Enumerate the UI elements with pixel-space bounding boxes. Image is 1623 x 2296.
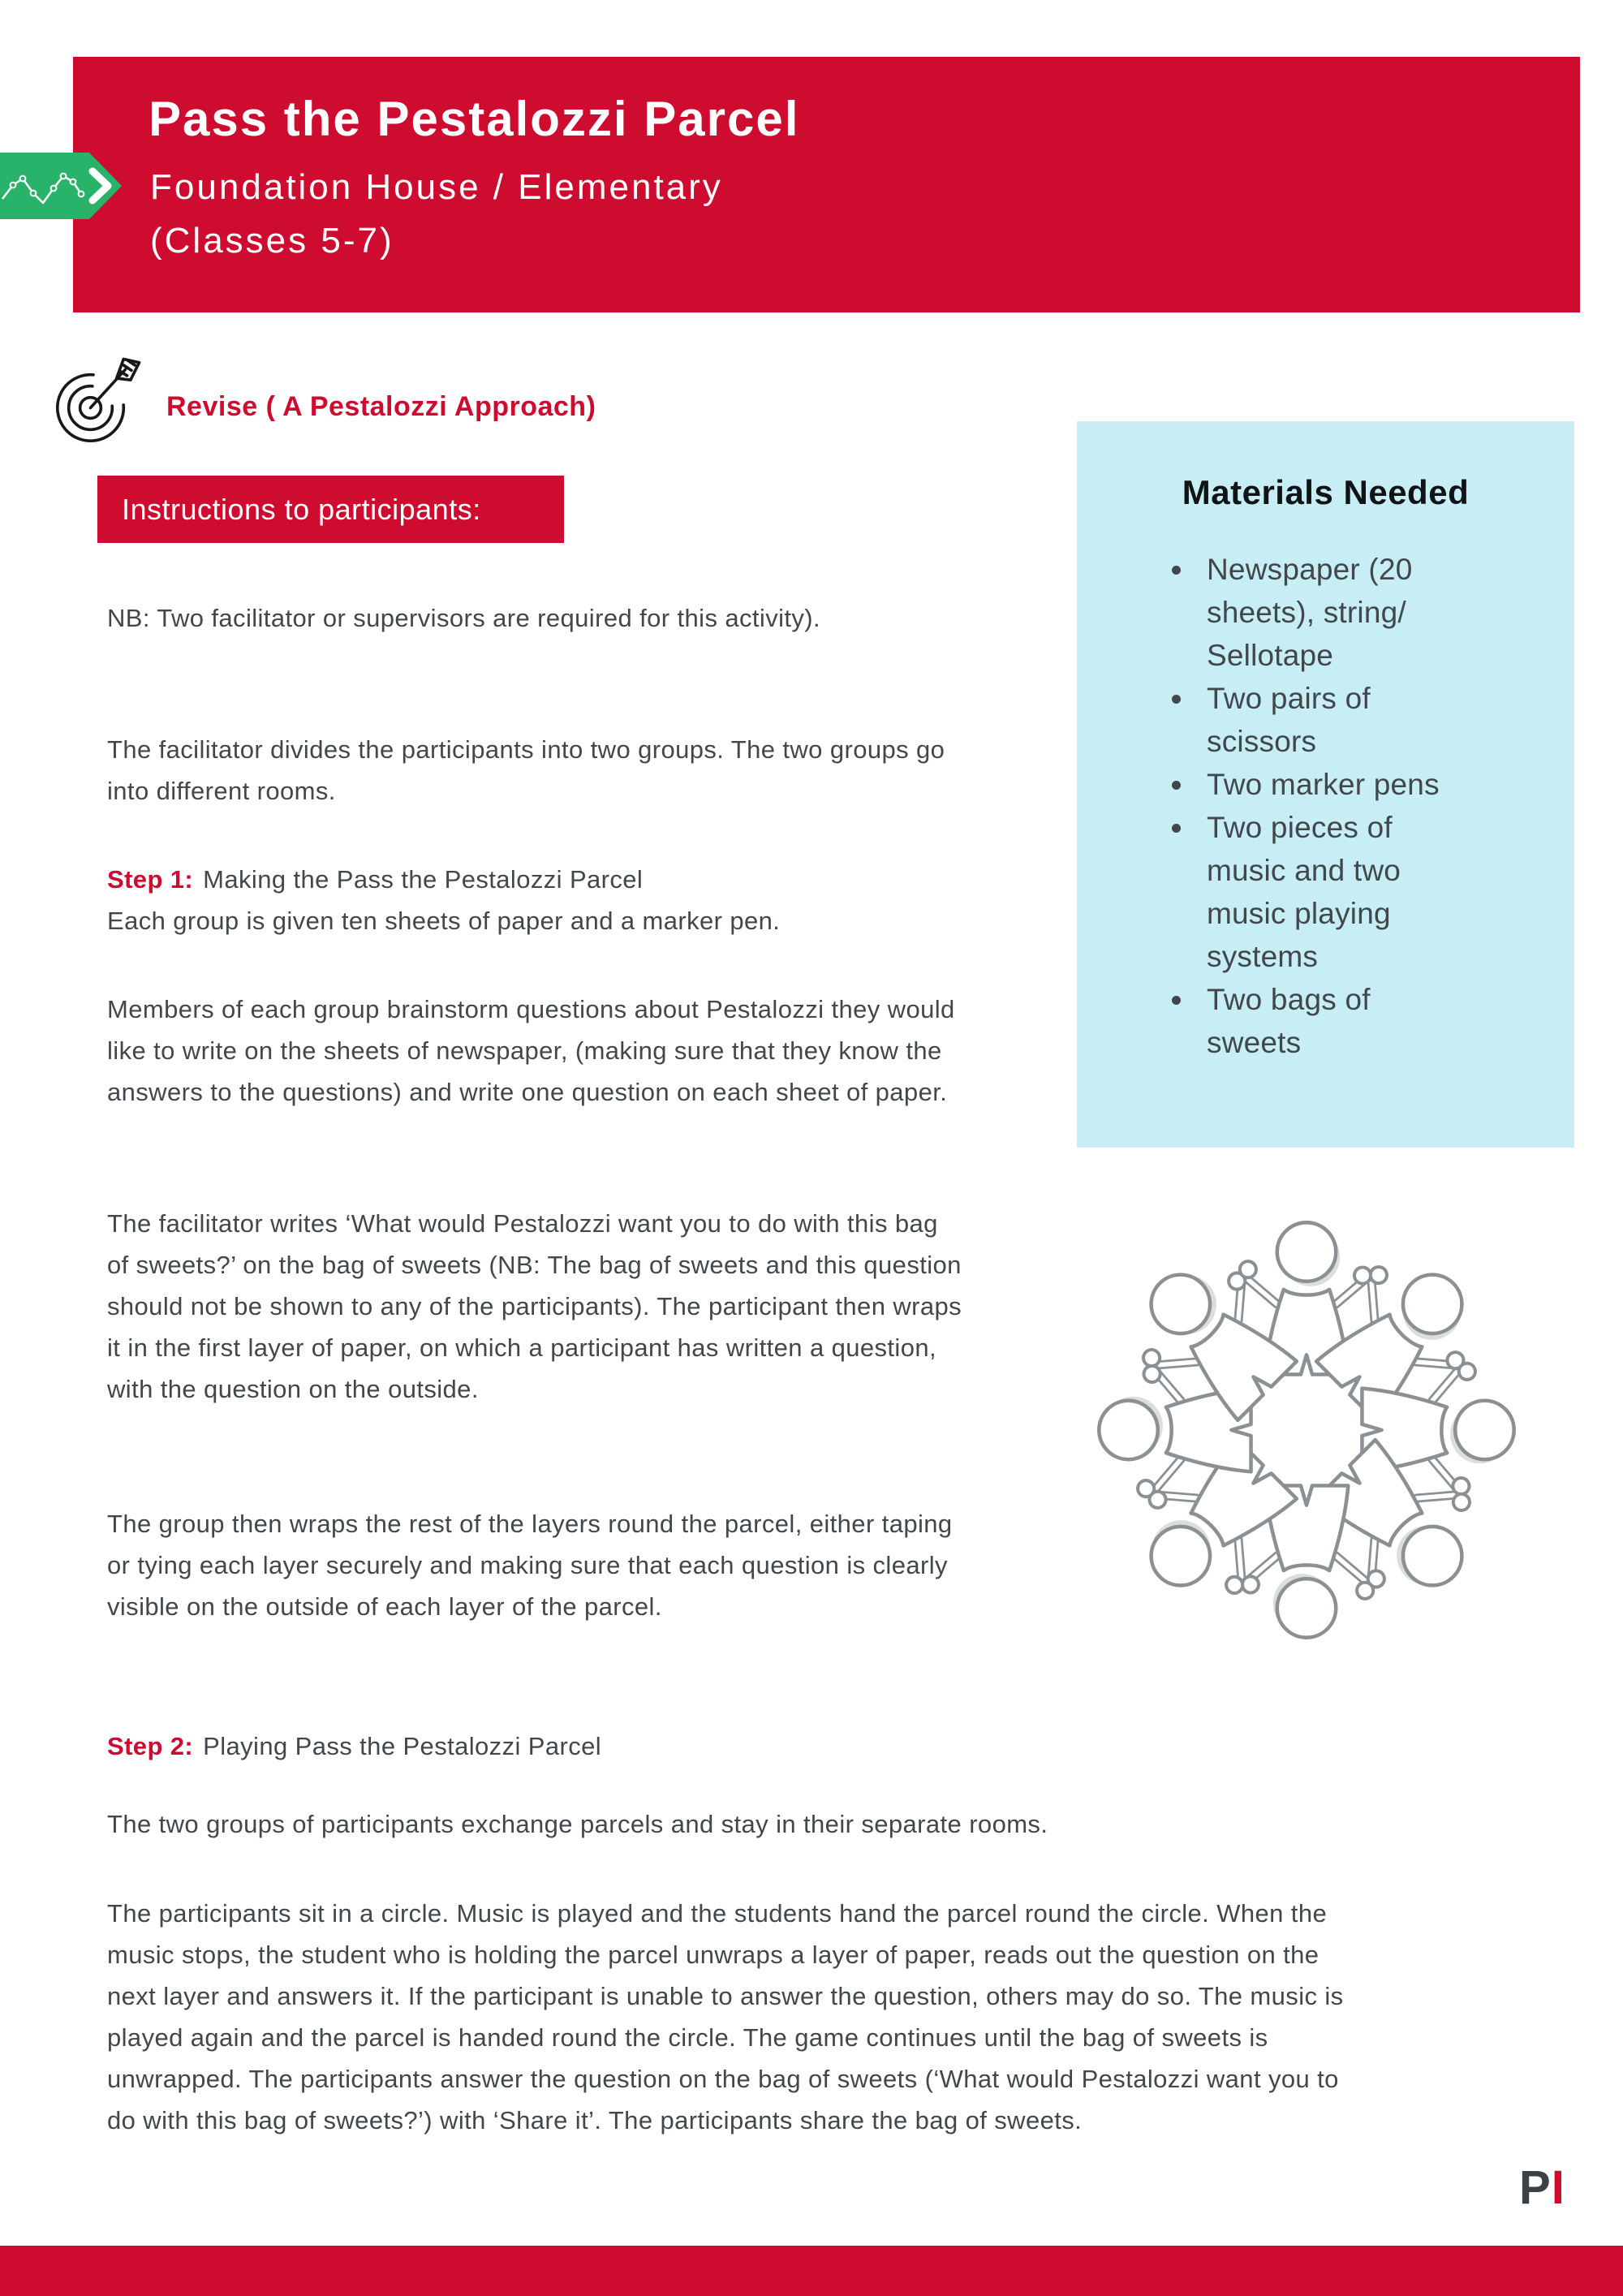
paragraph-playing-game: The participants sit in a circle. Music is played and the students hand the parcel round the circle. When the music stops, the student who is holding the parcel unwraps a layer of paper, reads out the question on the next layer and answers it. If the participant is unable to answer the question, others may do so. The music is played again and the parcel is handed round the circle. The game continues until the bag of sweets is unwrapped. The participants answer the question on the bag of sweets (‘What would Pestalozzi want you to do with this bag of sweets?’) with ‘Share it’. The participants share the bag of sweets. <box>107 1899 1344 2134</box>
page-title: Pass the Pestalozzi Parcel <box>149 92 800 146</box>
classes-range: (Classes 5-7) <box>150 221 394 261</box>
paragraph-wrap-layers: The group then wraps the rest of the layers round the parcel, either taping or tying each layer securely and making sure that each question is clearly visible on the outside of each layer of the parcel. <box>107 1510 953 1621</box>
paragraph-nb: NB: Two facilitator or supervisors are required for this activity). <box>107 604 821 632</box>
section-heading: Revise ( A Pestalozzi Approach) <box>166 391 596 422</box>
materials-item: • Two pairs of scissors <box>1195 677 1463 763</box>
materials-item: • Newspaper (20 sheets), string/ Sellotape <box>1195 548 1463 677</box>
step1-title: Making the Pass the Pestalozzi Parcel <box>203 865 644 894</box>
logo-letter-i: I <box>1551 2161 1565 2214</box>
step2-label: Step 2: <box>107 1732 194 1760</box>
paragraph-divide-groups: The facilitator divides the participants into two groups. The two groups go into different rooms. <box>107 735 945 805</box>
materials-item: • Two pieces of music and two music playing systems <box>1195 806 1463 978</box>
step2-block <box>107 1725 1487 1767</box>
paragraph-exchange: The two groups of participants exchange parcels and stay in their separate rooms. <box>107 1810 1048 1838</box>
instructions-banner <box>97 476 564 543</box>
footer-bar <box>0 2246 1623 2296</box>
paragraph-facilitator-writes: The facilitator writes ‘What would Pestalozzi want you to do with this bag of sweets?’ on the bag of sweets (NB: The bag of sweets and this question should not be shown to any of the participants). The participant then wraps it in the first layer of paper, on which a participant has written a question, with the question on the outside. <box>107 1209 962 1403</box>
step1-detail: Each group is given ten sheets of paper and a marker pen. <box>107 907 781 935</box>
materials-list <box>1168 548 1463 1064</box>
target-dart-icon <box>49 354 144 450</box>
header-banner <box>73 57 1580 312</box>
logo-letter-p: P <box>1519 2161 1552 2214</box>
materials-item: • Two marker pens <box>1195 763 1463 806</box>
brand-logo <box>1519 2160 1565 2215</box>
instructions-label: Instructions to participants: <box>122 493 481 526</box>
materials-title: Materials Needed <box>1182 473 1470 511</box>
step1-block <box>107 859 963 941</box>
materials-panel <box>1077 421 1574 1148</box>
step1-label: Step 1: <box>107 865 194 894</box>
people-circle-illustration <box>1061 1185 1552 1675</box>
step2-title: Playing Pass the Pestalozzi Parcel <box>203 1732 602 1760</box>
sparkline-arrow-tag-icon <box>0 153 122 219</box>
materials-item: • Two bags of sweets <box>1195 978 1463 1064</box>
page-subtitle: Foundation House / Elementary <box>150 167 723 207</box>
paragraph-brainstorm: Members of each group brainstorm questions about Pestalozzi they would like to write on the sheets of newspaper, (making sure that they know the answers to the questions) and write one question on each sheet of paper. <box>107 995 955 1106</box>
